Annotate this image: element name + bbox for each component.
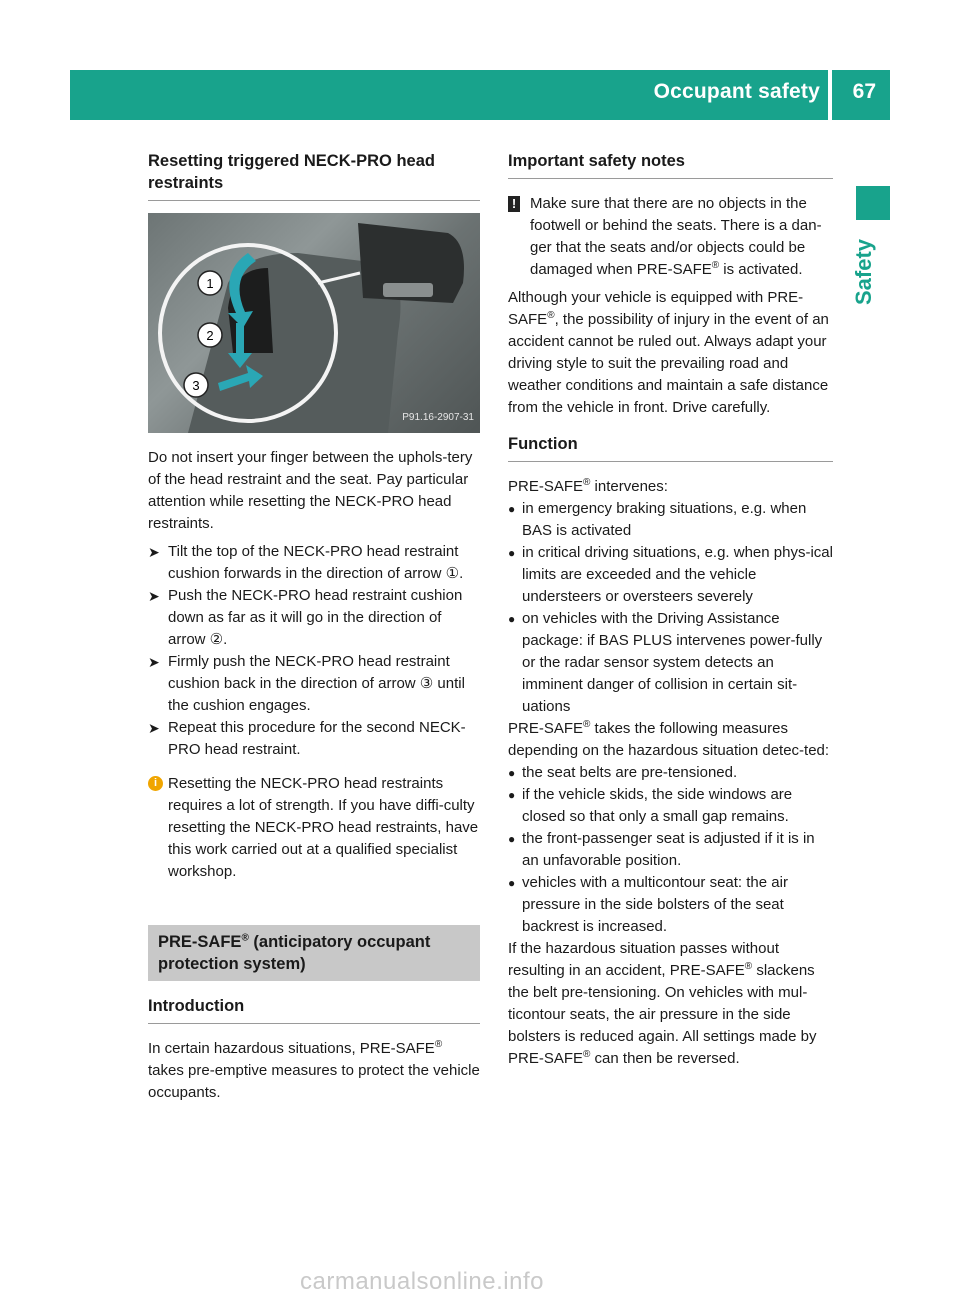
list-item: ● if the vehicle skids, the side windows are closed so that only a small gap remains. xyxy=(508,786,793,825)
callout-1-label: 1 xyxy=(206,276,214,291)
introduction-title: Introduction xyxy=(148,995,480,1024)
list-item: ● on vehicles with the Driving Assistance package: if BAS PLUS intervenes power-fully or the radar sensor system detects an imminent danger of collision in certain sit-uations xyxy=(508,610,823,715)
step-arrow-icon: ➤ xyxy=(148,544,160,560)
safety-paragraph: Although your vehicle is equipped with PRE-SAFE®, the possibility of injury in the event of an accident cannot be ruled out. Always adapt your driving style to suit the prevailing road and weather conditions and maintain a safe distance from the vehicle in front. Drive carefully. xyxy=(508,289,829,416)
final-paragraph: If the hazardous situation passes without resulting in an accident, PRE-SAFE® slackens the belt pre-tensioning. On vehicles with mul-ticontour seats, the air pressure in the side bolsters is reduced again. All settings made by PRE-SAFE® can then be reversed. xyxy=(508,940,817,1067)
step-text: Repeat this procedure for the second NECK-PRO head restraint. xyxy=(168,719,466,758)
function-title: Function xyxy=(508,433,833,462)
warning-note: ! Make sure that there are no objects in the footwell or behind the seats. There is a dan-ger that the seats and/or objects could be damaged when PRE-SAFE® is activated. xyxy=(508,193,833,281)
bullet-icon: ● xyxy=(508,546,516,560)
step-text: Push the NECK-PRO head restraint cushion down as far as it will go in the direction of arrow ②. xyxy=(168,587,463,648)
callout-2-label: 2 xyxy=(206,328,214,343)
bullet-icon: ● xyxy=(508,832,516,846)
info-note xyxy=(148,773,480,883)
info-note-text: Resetting the NECK-PRO head restraints requires a lot of strength. If you have diffi-culty resetting the NECK-PRO head restraints, have this work carried out at a qualified specialist workshop. xyxy=(168,775,479,880)
page-header xyxy=(70,70,890,120)
callout-3-label: 3 xyxy=(192,378,200,393)
page-number: 67 xyxy=(852,80,876,103)
bullet-icon: ● xyxy=(508,612,516,626)
presafe-title-a: PRE-SAFE xyxy=(158,933,242,951)
side-tab-marker xyxy=(856,186,890,220)
step-item xyxy=(148,541,480,585)
list-item: ● in critical driving situations, e.g. when phys-ical limits are exceeded and the vehicle understeers or oversteers severely xyxy=(508,544,833,605)
presafe-section-box xyxy=(148,925,480,981)
step-arrow-icon: ➤ xyxy=(148,720,160,736)
headrest-illustration xyxy=(148,213,480,433)
info-icon: i xyxy=(148,776,163,791)
function-intro: PRE-SAFE® intervenes: xyxy=(508,477,668,495)
figure-caption: P91.16-2907-31 xyxy=(402,412,474,423)
headrest-release-slot xyxy=(383,283,433,297)
bullet-icon: ● xyxy=(508,876,516,890)
step-arrow-icon: ➤ xyxy=(148,588,160,604)
list-item: ● the front-passenger seat is adjusted if it is in an unfavorable position. xyxy=(508,830,815,869)
measures-list xyxy=(508,762,833,938)
bullet-icon: ● xyxy=(508,766,516,780)
watermark: carmanualsonline.info xyxy=(300,1268,544,1295)
bullet-icon: ● xyxy=(508,788,516,802)
step-text: Tilt the top of the NECK-PRO head restraint cushion forwards in the direction of arrow ①. xyxy=(168,543,464,582)
list-item: ● vehicles with a multicontour seat: the air pressure in the side bolsters of the seat backrest is increased. xyxy=(508,874,788,935)
step-item xyxy=(148,651,480,717)
side-tab-label: Safety xyxy=(851,238,876,305)
step-item xyxy=(148,585,480,651)
section-title-neck-pro: Resetting triggered NECK-PRO head restraints xyxy=(148,150,480,201)
left-column xyxy=(148,150,480,1104)
step-text: Firmly push the NECK-PRO head restraint cushion back in the direction of arrow ③ until the cushion engages. xyxy=(168,653,465,714)
presafe-title-b: (anticipatory occupant protection system) xyxy=(158,933,431,973)
list-item: ● the seat belts are pre-tensioned. xyxy=(508,762,833,784)
header-divider xyxy=(828,70,832,120)
right-column xyxy=(508,150,833,1070)
intervention-list xyxy=(508,498,833,718)
step-item xyxy=(148,717,480,761)
introduction-text: In certain hazardous situations, PRE-SAFE® takes pre-emptive measures to protect the vehicle occupants. xyxy=(148,1039,480,1101)
section-title-safety-notes: Important safety notes xyxy=(508,150,833,179)
step-list xyxy=(148,541,480,761)
bullet-icon: ● xyxy=(508,502,516,516)
warning-icon: ! xyxy=(508,196,520,212)
neck-pro-figure xyxy=(148,213,480,433)
registered-mark: ® xyxy=(241,932,249,944)
intro-paragraph: Do not insert your finger between the uphols-tery of the head restraint and the seat. Pay particular attention while resetting the NECK-PRO head restraints. xyxy=(148,449,473,532)
measures-paragraph: PRE-SAFE® takes the following measures depending on the hazardous situation detec-ted: xyxy=(508,719,830,759)
step-arrow-icon: ➤ xyxy=(148,654,160,670)
header-title: Occupant safety xyxy=(653,80,820,103)
list-item: ● in emergency braking situations, e.g. when BAS is activated xyxy=(508,500,807,539)
